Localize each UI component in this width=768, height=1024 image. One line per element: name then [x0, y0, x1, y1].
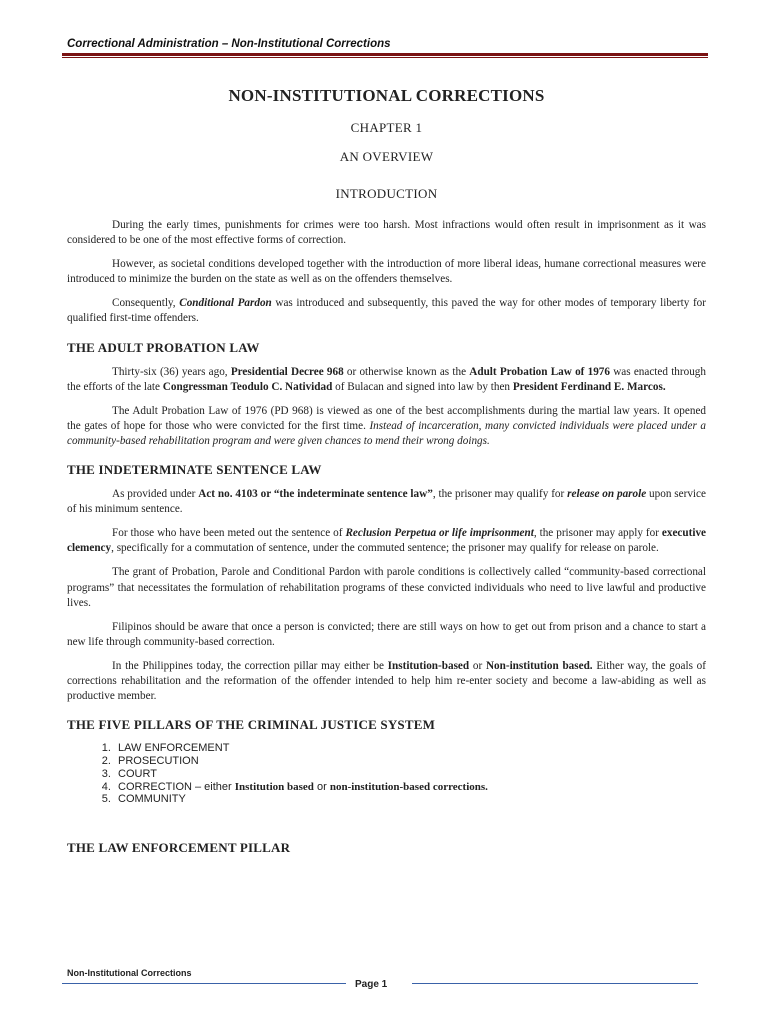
- chapter-subtitle: AN OVERVIEW: [339, 149, 434, 164]
- probation-paragraph-1: Thirty-six (36) years ago, Presidential Decree 968 or otherwise known as the Adult Probation Law of 1976 was enacted through the efforts of the late Congressman Teodulo C. Natividad of Bulacan and signed into law by then President Ferdinand E. Marcos.: [67, 365, 706, 393]
- list-item: 4. CORRECTION – either Institution based or non-institution-based corrections.: [114, 781, 706, 794]
- conditional-pardon-term: Conditional Pardon: [179, 297, 272, 310]
- document-title: NON-INSTITUTIONAL CORRECTIONS: [228, 86, 545, 105]
- page-number: Page 1: [355, 979, 388, 990]
- pillars-list: [67, 742, 706, 806]
- intro-paragraph-2: However, as societal conditions developed together with the introduction of more liberal ideas, humane correctional measures were introduced to minimize the burden on the state as well as on the offenders themselves.: [67, 258, 706, 286]
- introduction-heading: INTRODUCTION: [335, 186, 438, 201]
- indeterminate-paragraph-2: For those who have been meted out the sentence of Reclusion Perpetua or life imprisonment, the prisoner may apply for executive clemency, specifically for a commutation of sentence, under the commuted sentence; the prisoner may qualify for release on parole.: [67, 527, 707, 555]
- list-item: 2. PROSECUTION: [114, 755, 706, 768]
- law-enforcement-pillar-heading: THE LAW ENFORCEMENT PILLAR: [67, 840, 291, 856]
- indeterminate-paragraph-1: As provided under Act no. 4103 or “the indeterminate sentence law”, the prisoner may qualify for release on parole upon service of his minimum sentence.: [67, 488, 706, 516]
- chapter-label: CHAPTER 1: [350, 120, 423, 135]
- five-pillars-heading: THE FIVE PILLARS OF THE CRIMINAL JUSTICE SYSTEM: [67, 717, 436, 733]
- list-item: 1. LAW ENFORCEMENT: [114, 742, 706, 755]
- probation-law-heading: THE ADULT PROBATION LAW: [67, 339, 260, 355]
- list-item: 3. COURT: [114, 768, 706, 781]
- footer-rule-left: [62, 983, 346, 984]
- indeterminate-paragraph-3: The grant of Probation, Parole and Conditional Pardon with parole conditions is collectively called “community-based correctional programs” that necessitates the formulation of rehabilitation programs of these convicted individuals who need to live lawful and productive lives.: [67, 566, 706, 609]
- indeterminate-sentence-heading: THE INDETERMINATE SENTENCE LAW: [67, 462, 322, 478]
- header-rule-thick: [62, 53, 708, 56]
- page-content: [67, 86, 706, 865]
- running-header: Correctional Administration – Non-Institutional Corrections: [67, 38, 391, 50]
- footer-label: Non-Institutional Corrections: [67, 968, 192, 978]
- list-item: 5. COMMUNITY: [114, 793, 706, 806]
- indeterminate-paragraph-5: In the Philippines today, the correction pillar may either be Institution-based or Non-institution based. Either way, the goals of corrections rehabilitation and the reformation of the offender intended to help him re-enter society and become a law-abiding as well as productive member.: [67, 659, 706, 703]
- header-rule-thin: [62, 57, 708, 58]
- probation-paragraph-2: The Adult Probation Law of 1976 (PD 968) is viewed as one of the best accomplishments during the martial law years. It opened the gates of hope for those who were convicted for the first time. Instead of incarceration, many convicted individuals were placed under a community-based rehabilitation program and were given chances to mend their wrong doings.: [67, 404, 706, 447]
- footer-rule-right: [412, 983, 698, 984]
- intro-paragraph-1: During the early times, punishments for crimes were too harsh. Most infractions would often result in imprisonment as it was considered to be one of the most effective forms of correction.: [67, 219, 706, 247]
- intro-paragraph-3: Consequently, Conditional Pardon was introduced and subsequently, this paved the way for other modes of temporary liberty for qualified first-time offenders.: [67, 297, 706, 325]
- indeterminate-paragraph-4: Filipinos should be aware that once a person is convicted; there are still ways on how to get out from prison and a chance to start a new life through community-based correction.: [67, 620, 706, 648]
